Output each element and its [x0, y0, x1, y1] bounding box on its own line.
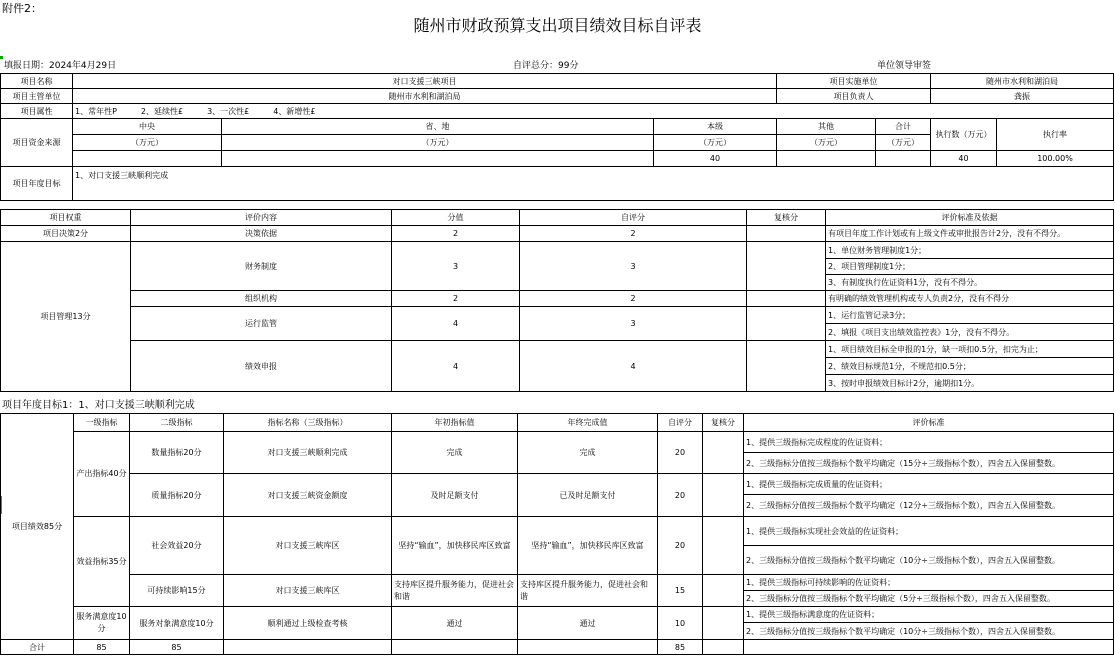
perf-self: 20: [658, 517, 703, 575]
perf-self: 20: [658, 474, 703, 517]
perf-lvl1-header: 一级指标: [74, 414, 130, 432]
unit-other: （万元）: [777, 135, 876, 151]
mgmt-content: 运行监管: [131, 307, 392, 341]
performance-table: [0, 413, 1114, 655]
perf-initial: 及时足额支付: [392, 474, 518, 517]
mgmt-review: [747, 242, 826, 291]
mgmt-self: 3: [520, 307, 747, 341]
impl-unit-label: 项目实施单位: [777, 74, 931, 89]
project-name-value: 对口支援三峡项目: [73, 74, 777, 89]
mgmt-review: [747, 341, 826, 392]
management-label: 项目管理13分: [1, 242, 131, 392]
perf-criteria-line: 1、提供三级指标实现社会效益的佐证资料；: [744, 517, 1114, 546]
central-value: [73, 151, 222, 167]
perf-criteria-line: 1、提供三级指标完成质量的佐证资料；: [744, 474, 1114, 495]
perf-lvl3: 对口支援三峡资金额度: [224, 474, 392, 517]
perf-final: 坚持“输血”，加快移民库区致富: [518, 517, 658, 575]
perf-criteria-line: 1、提供三级指标满意度的佐证资料；: [744, 607, 1114, 623]
perf-final: 通过: [518, 607, 658, 640]
decision-review: [747, 226, 826, 242]
mgmt-self: 2: [520, 291, 747, 307]
perf-final: 支持库区提升服务能力，促进社会和谐: [518, 575, 658, 607]
perf-self: 10: [658, 607, 703, 640]
perf-lvl2: 社会效益20分: [130, 517, 224, 575]
mgmt-review-header: 复核分: [747, 210, 826, 226]
perf-review: [703, 474, 744, 517]
perf-initial: 完成: [392, 432, 518, 474]
perf-criteria-header: 评价标准: [744, 414, 1114, 432]
performance-label: 项目绩效85分: [1, 414, 74, 640]
mgmt-review: [747, 291, 826, 307]
perf-lvl2: 服务对象满意度10分: [130, 607, 224, 640]
mgmt-basis-line: 1、单位财务管理制度1分；: [826, 242, 1114, 259]
perf-lvl2-header: 二级指标: [130, 414, 224, 432]
owner-value: 龚振: [931, 89, 1114, 104]
unit-total: （万元）: [876, 135, 931, 151]
unit-local: （万元）: [654, 135, 777, 151]
mgmt-basis-line: 2、填报《项目支出绩效监控表》1分，没有不得分。: [826, 324, 1114, 341]
perf-review-header: 复核分: [703, 414, 744, 432]
mgmt-score: 4: [392, 307, 520, 341]
mgmt-basis-line: 有明确的绩效管理机构或专人负责2分，没有不得分: [826, 291, 1114, 307]
decision-basis: 有项目年度工作计划或有上级文件或审批报告计2分，没有不得分。: [826, 226, 1114, 242]
total-empty: [392, 640, 518, 655]
perf-criteria-line: 2、三级指标分值按三级指标个数平均确定（15分÷三级指标个数），四舍五入保留整数。: [744, 453, 1114, 474]
mgmt-basis-line: 3、按时申报绩效目标计2分，逾期扣1分。: [826, 375, 1114, 392]
funds-province: 省、地: [222, 119, 654, 135]
decision-label: 项目决策2分: [1, 226, 131, 242]
mgmt-score: 3: [392, 242, 520, 291]
mgr-unit-label: 项目主管单位: [1, 89, 73, 104]
perf-criteria-line: 1、提供三级指标完成程度的佐证资料；: [744, 432, 1114, 453]
unit-province: （万元）: [222, 135, 654, 151]
mgmt-review: [747, 307, 826, 341]
total-empty: [703, 640, 744, 655]
perf-lvl2: 可持续影响15分: [130, 575, 224, 607]
perf-final: 完成: [518, 432, 658, 474]
total-empty: [224, 640, 392, 655]
perf-lvl3-header: 指标名称（三级指标）: [224, 414, 392, 432]
leader-sign: 单位领导审签: [877, 61, 932, 71]
exec-value: 40: [931, 151, 997, 167]
mgmt-content-header: 评价内容: [131, 210, 392, 226]
info-bar: [0, 56, 1115, 70]
page-title: 随州市财政预算支出项目绩效目标自评表: [413, 16, 702, 35]
perf-final: 已及时足额支付: [518, 474, 658, 517]
total-label: 合计: [1, 640, 74, 655]
perf-lvl3: 对口支援三峡顺利完成: [224, 432, 392, 474]
perf-lvl3: 对口支援三峡库区: [224, 575, 392, 607]
mgmt-basis-header: 评价标准及依据: [826, 210, 1114, 226]
mgmt-weight-header: 项目权重: [1, 210, 131, 226]
funds-central: 中央: [73, 119, 222, 135]
mgmt-content: 绩效申报: [131, 341, 392, 392]
attachment-label: 附件2：: [2, 2, 42, 15]
perf-criteria-line: 2、三级指标分值按三级指标个数平均确定（10分÷三级指标个数），四舍五入保留整数。: [744, 546, 1114, 575]
mgmt-content: 财务制度: [131, 242, 392, 291]
mgmt-score: 4: [392, 341, 520, 392]
impl-unit-value: 随州市水利和湖泊局: [931, 74, 1114, 89]
funds-total: 合计: [876, 119, 931, 135]
attr-label: 项目属性: [1, 104, 73, 119]
mgmt-content: 组织机构: [131, 291, 392, 307]
goal1-title: 项目年度目标1：1、对口支援三峡顺利完成: [2, 400, 195, 411]
perf-self: 15: [658, 575, 703, 607]
annual-goal-label: 项目年度目标: [1, 167, 73, 201]
satisfaction-label: 服务满意度10分: [74, 607, 130, 640]
mgmt-self: 4: [520, 341, 747, 392]
perf-initial: 坚持“输血”，加快移民库区致富: [392, 517, 518, 575]
perf-lvl3: 顺利通过上级检查考核: [224, 607, 392, 640]
decision-content: 决策依据: [131, 226, 392, 242]
funds-local: 本级: [654, 119, 777, 135]
mgmt-self-header: 自评分: [520, 210, 747, 226]
perf-criteria-line: 1、提供三级指标可持续影响的佐证资料；: [744, 575, 1114, 591]
attr-value: 1、常年性P 2、延续性£ 3、一次性£ 4、新增性£: [73, 104, 1114, 119]
owner-label: 项目负责人: [777, 89, 931, 104]
perf-criteria-line: 2、三级指标分值按三级指标个数平均确定（10分÷三级指标个数），四舍五入保留整数。: [744, 623, 1114, 640]
funds-other: 其他: [777, 119, 876, 135]
basic-info-table: [0, 73, 1114, 201]
decision-score: 2: [392, 226, 520, 242]
perf-review: [703, 607, 744, 640]
perf-review: [703, 575, 744, 607]
unit-central: （万元）: [73, 135, 222, 151]
rate-value: 100.00%: [997, 151, 1114, 167]
funds-exec-rate: 执行率: [997, 119, 1114, 151]
mgmt-basis-line: 2、绩效目标规范1分，不规范扣0.5分；: [826, 358, 1114, 375]
decision-self: 2: [520, 226, 747, 242]
funds-exec-amount: 执行数（万元）: [931, 119, 997, 151]
mgmt-basis-line: 3、有制度执行佐证资料1分，没有不得分。: [826, 275, 1114, 291]
funds-label: 项目资金来源: [1, 119, 73, 167]
perf-lvl2: 数量指标20分: [130, 432, 224, 474]
perf-initial: 通过: [392, 607, 518, 640]
perf-lvl2: 质量指标20分: [130, 474, 224, 517]
mgmt-self: 3: [520, 242, 747, 291]
mgmt-basis-line: 1、项目绩效目标全申报的1分，缺一项扣0.5分，扣完为止；: [826, 341, 1114, 358]
mgmt-basis-line: 1、运行监管记录3分；: [826, 307, 1114, 324]
perf-self-header: 自评分: [658, 414, 703, 432]
total-value: [876, 151, 931, 167]
perf-initial: 支持库区提升服务能力，促进社会和谐: [392, 575, 518, 607]
mgmt-basis-line: 2、项目管理制度1分；: [826, 259, 1114, 275]
management-table: [0, 209, 1114, 392]
fill-date: 填报日期：2024年4月29日: [4, 61, 117, 71]
perf-review: [703, 432, 744, 474]
other-value: [777, 151, 876, 167]
total-empty: [744, 640, 1114, 655]
mgmt-score: 2: [392, 291, 520, 307]
perf-self: 20: [658, 432, 703, 474]
annual-goal-value: 1、对口支援三峡顺利完成: [73, 167, 1114, 201]
perf-final-header: 年终完成值: [518, 414, 658, 432]
output-label: 产出指标40分: [74, 432, 130, 517]
total-v1: 85: [74, 640, 130, 655]
mgr-unit-value: 随州市水利和湖泊局: [73, 89, 777, 104]
perf-review: [703, 517, 744, 575]
perf-criteria-line: 2、三级指标分值按三级指标个数平均确定（5分÷三级指标个数），四舍五入保留整数。: [744, 591, 1114, 607]
mgmt-score-header: 分值: [392, 210, 520, 226]
perf-criteria-line: 2、三级指标分值按三级指标个数平均确定（12分÷三级指标个数），四舍五入保留整数。: [744, 495, 1114, 517]
total-empty: [518, 640, 658, 655]
local-value: 40: [654, 151, 777, 167]
total-v2: 85: [130, 640, 224, 655]
project-name-label: 项目名称: [1, 74, 73, 89]
total-score: 自评总分：99分: [513, 61, 579, 71]
province-value: [222, 151, 654, 167]
perf-initial-header: 年初指标值: [392, 414, 518, 432]
total-self: 85: [658, 640, 703, 655]
perf-lvl3: 对口支援三峡库区: [224, 517, 392, 575]
benefit-label: 效益指标35分: [74, 517, 130, 607]
